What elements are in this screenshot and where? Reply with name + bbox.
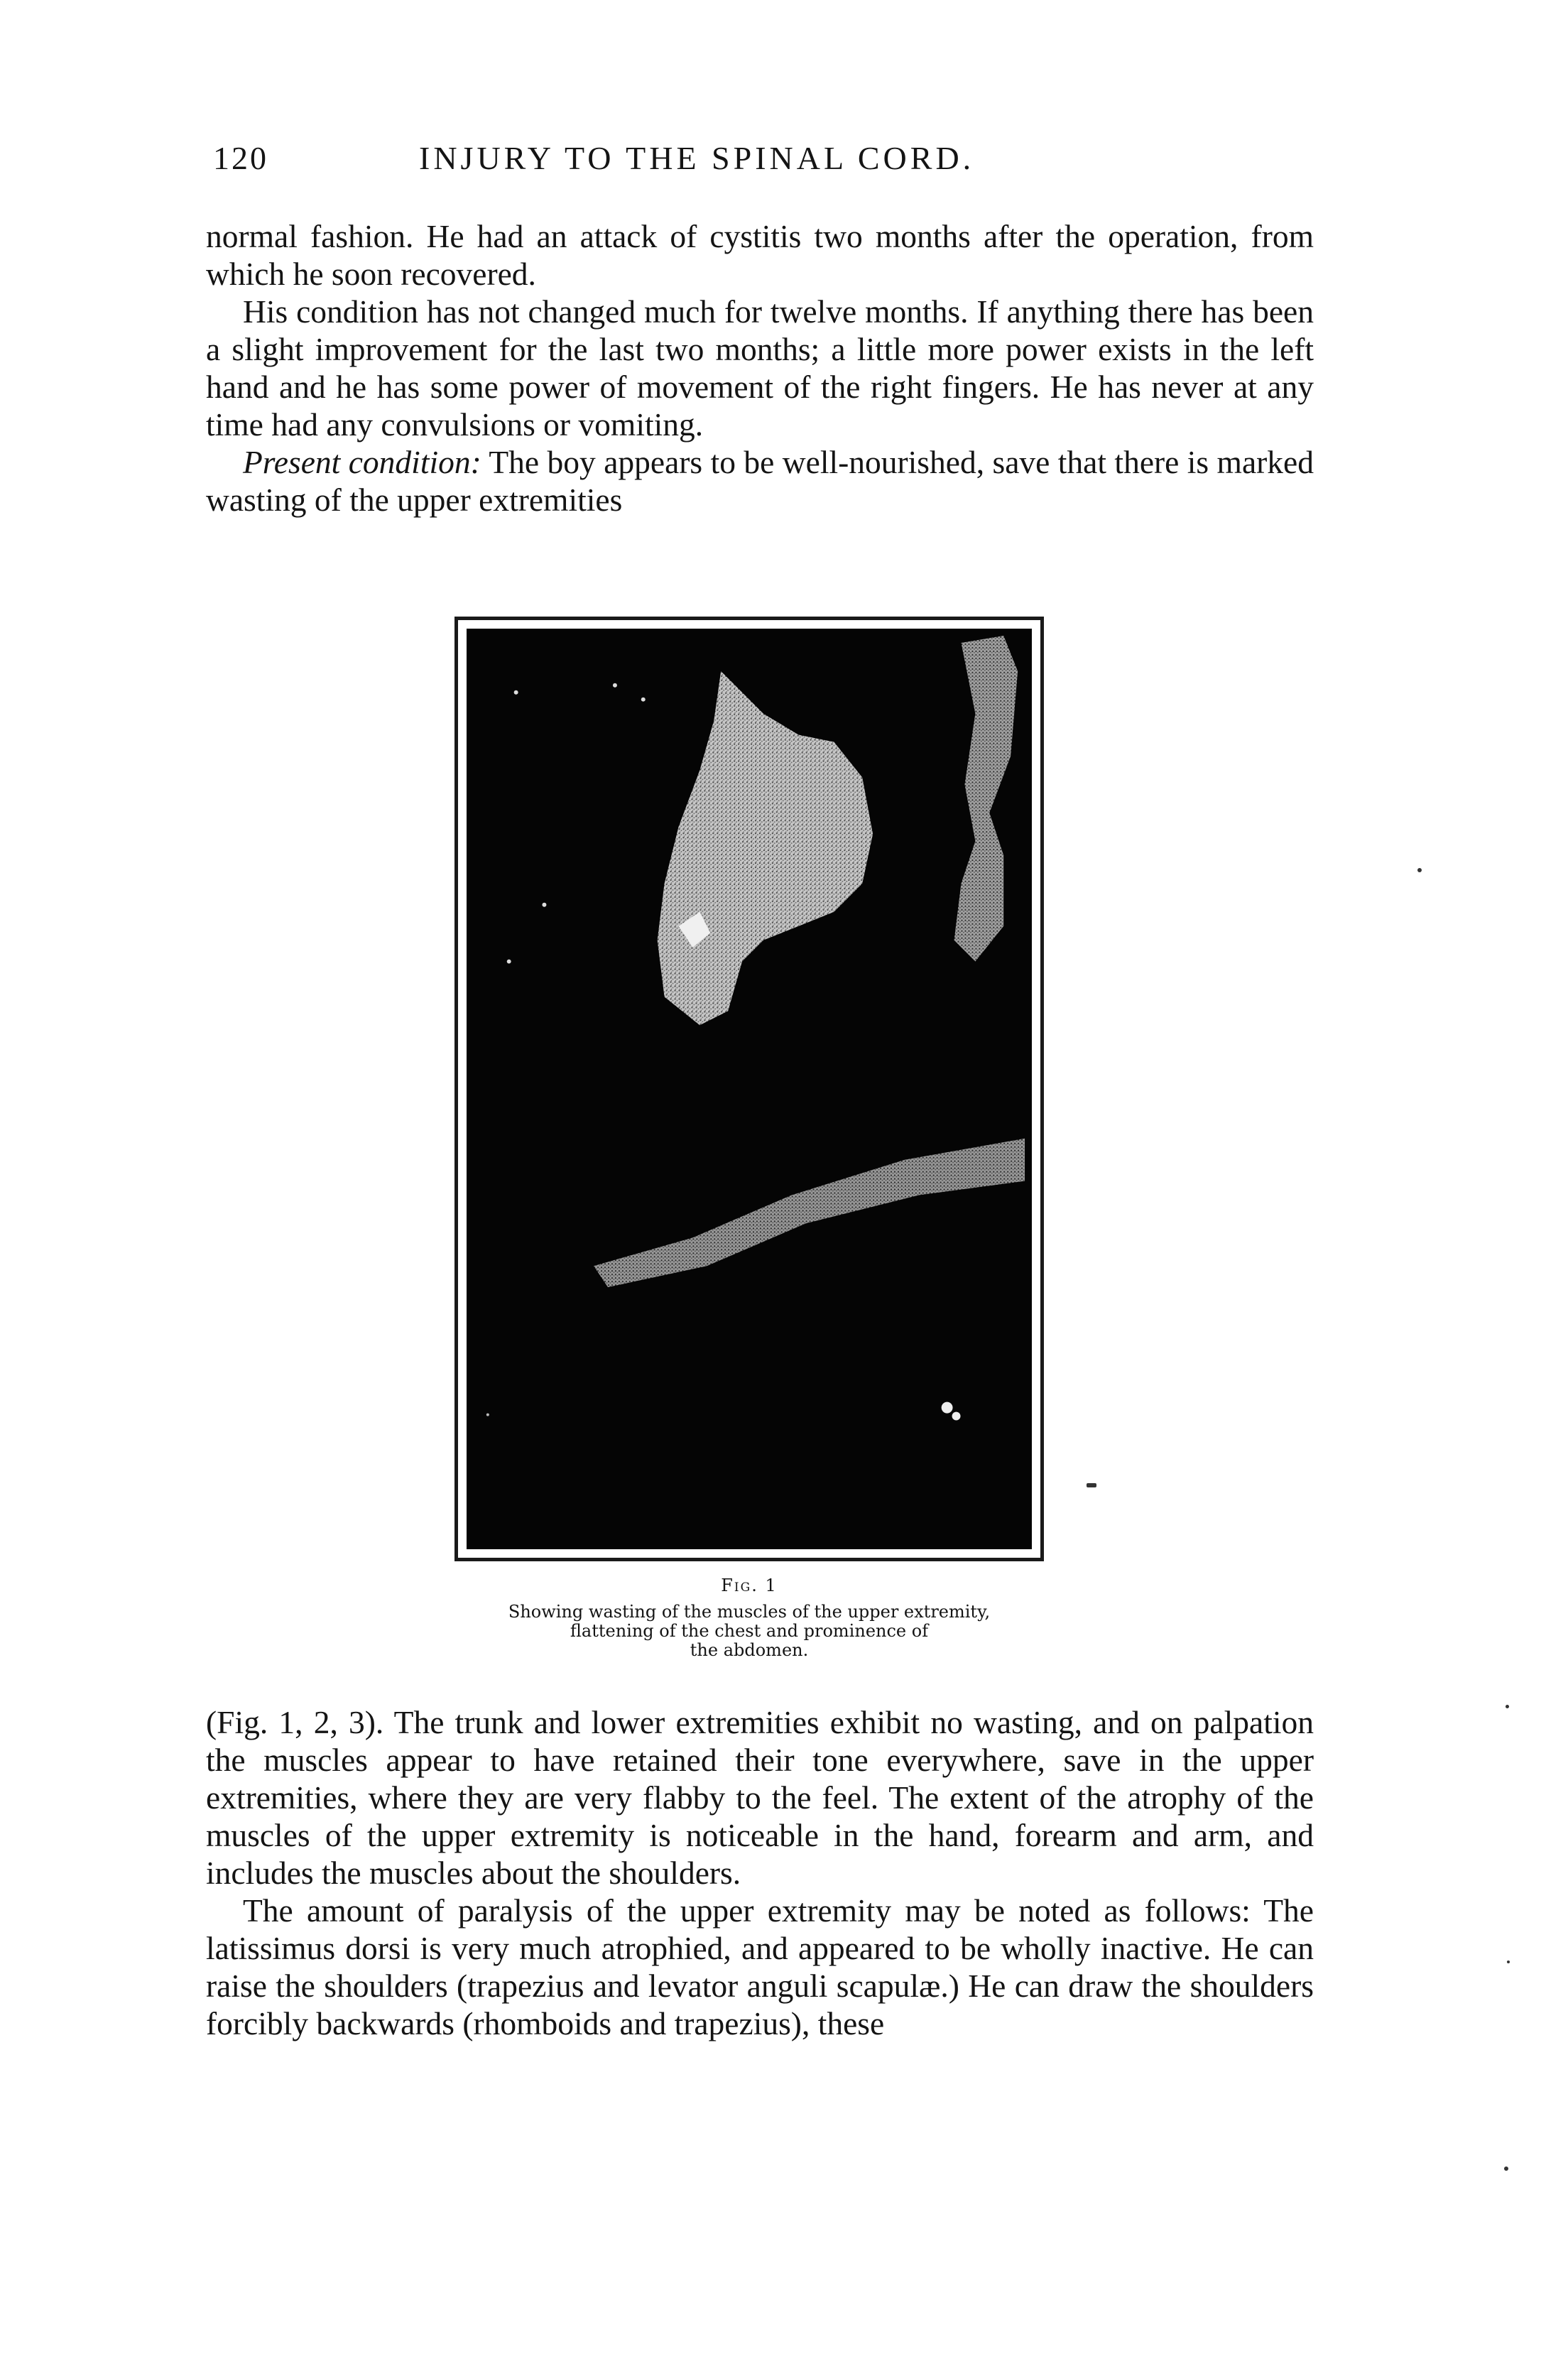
scan-speck bbox=[1087, 1483, 1096, 1487]
figure-frame bbox=[454, 617, 1044, 1561]
running-title: INJURY TO THE SPINAL CORD. bbox=[419, 140, 975, 176]
body-text-top bbox=[206, 217, 1314, 519]
paragraph: normal fashion. He had an attack of cystitis two months after the operation, from which he soon recovered. bbox=[206, 218, 1314, 292]
figure-caption bbox=[398, 1603, 1101, 1660]
present-condition-heading: Present condition: bbox=[243, 444, 481, 480]
figure-label: Fig. 1 bbox=[721, 1576, 778, 1595]
caption-line: the abdomen. bbox=[690, 1640, 809, 1660]
caption-line: flattening of the chest and prominence of bbox=[570, 1621, 929, 1641]
running-header bbox=[213, 139, 1307, 189]
scan-speck bbox=[1417, 868, 1422, 872]
caption-line: Showing wasting of the muscles of the upper extremity, bbox=[508, 1602, 991, 1622]
paragraph: His condition has not changed much for twelve months. If anything there has been a slight improvement for the last two months; a little more power exists in the left hand and he has some power of movement of the right fingers. He has never at any time had any convulsions or vomiting. bbox=[206, 293, 1314, 443]
page-number: 120 bbox=[213, 140, 268, 176]
scan-speck bbox=[1506, 1705, 1509, 1708]
paragraph-present-condition bbox=[206, 443, 1314, 519]
present-condition-text: The boy appears to be well-nourished, save that there is marked wasting of the upper extremities bbox=[206, 444, 1314, 518]
scan-speck bbox=[1504, 2167, 1508, 2171]
figure-photograph bbox=[467, 629, 1032, 1549]
scan-speck bbox=[1507, 1961, 1510, 1963]
paragraph: (Fig. 1, 2, 3). The trunk and lower extremities exhibit no wasting, and on palpation the muscles appear to have retained their tone everywhere, save in the upper extremities, where they are very flabby to the feel. The extent of the atrophy of the muscles of the upper extremity is noticeable in the hand, forearm and arm, and includes the muscles about the shoulders. bbox=[206, 1704, 1314, 1891]
paragraph: The amount of paralysis of the upper extremity may be noted as follows: The latissimus dorsi is very much atrophied, and appeared to be wholly inactive. He can raise the shoulders (trapezius and levator anguli scapulæ.) He can draw the shoulders forcibly backwards (rhomboids and trapezius), these bbox=[206, 1892, 1314, 2041]
body-text-bottom bbox=[206, 1703, 1314, 2042]
photograph-image bbox=[467, 629, 1032, 1549]
